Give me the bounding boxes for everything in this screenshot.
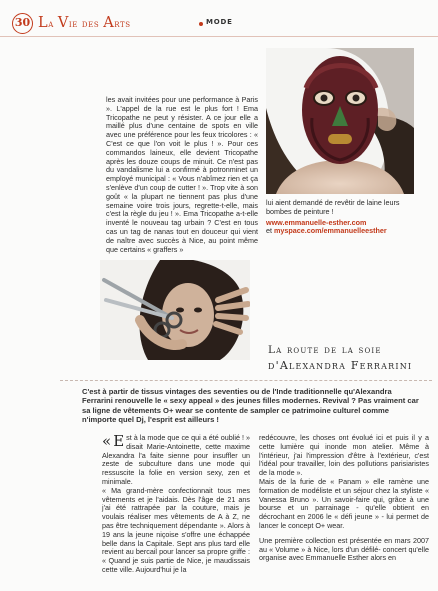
left-body-column	[102, 434, 250, 575]
myspace-link[interactable]: myspace.com/emmanuelleesther	[274, 226, 387, 236]
left-paragraph-2: « Ma grand-mère confectionnait tous mes vêtements et je l'aidais. Dès l'âge de 21 ans j'ai été rattrapée par la couture, mais je voulais réaliser mes vêtements de A à Z, ne pas être techniquement dépendante ». Alors à 19 ans la jeune niçoise s'offre une échappée belle dans la Capitale. Sept ans plus tard elle revient au bercail pour lancer sa propre griffe : « Quand je suis partie de Nice, je maudissais cette ville. Aujourd'hui je la	[102, 485, 250, 574]
article-heading-line-1: La route de la soie	[268, 344, 382, 356]
top-paragraph: les avait invitées pour une performance à Paris ». L'appel de la rue est le plus fort ! Ema Tricopathe ne peut y résister. A ce jour elle a maillé plus d'une centaine de spots en ville avec une préférence pour les feux tricolores : « C'est ce que l'on voit le plus ! ». Pour ces commandos laineux, elle devient Tricopathe après les douze coups de minuit. Ce n'est pas du vandalisme lui a confirmé à potronminet un employé municipal : « Vous n'abîmez rien et ça s'enlève d'un coup de cutter ! ». Trop vite à son goût « la plupart ne tiennent pas plus d'une semaine voire trois jours, regrette-t-elle, mais c'est la règle du jeu ! ». Ema Tricopathe a-t-elle inventé le nouveau tag urbain ? C'est en tous cas un tag de nanas tout en douceur qui vient de naître avec succès à Nice, au point même que certains « graffers »	[106, 95, 258, 254]
section-divider	[60, 380, 432, 381]
open-quote-mark: «	[102, 432, 112, 450]
photo-caption	[266, 199, 416, 236]
article-heading	[268, 344, 412, 372]
title-separator-dot	[199, 22, 203, 26]
left-paragraph-1-text: st à la mode que ce qui a été oublié ! » disait Marie-Antoinette, cette maxime Alexandra l'a faite sienne pour insuffler un zeste de subculture dans une mode qui ressuscite la folie en version sexy, zen et minimale.	[102, 433, 250, 486]
drop-cap: E	[113, 432, 125, 450]
knitted-mask-photo	[266, 48, 414, 194]
link-joiner: et	[266, 226, 272, 236]
website-link[interactable]: www.emmanuelle-esther.com	[266, 217, 367, 227]
scissors-portrait-photo	[100, 260, 250, 360]
magazine-title-cap-a: A	[103, 15, 115, 31]
right-paragraph-1: redécouvre, les choses ont évolué ici et puis il y a cette lumière qui inonde mon atelier. Même à l'intérieur, j'ai l'impression d'être à l'extérieur, c'est l'idéal pour travailler, loin des pollutions parisiaristes de la mode ».	[259, 433, 429, 478]
magazine-title-part-3: rts	[114, 18, 131, 30]
magazine-title-part-2: ie des	[68, 18, 104, 30]
magazine-title-cap-l: L	[38, 15, 49, 31]
top-text-column	[106, 96, 258, 254]
article-lead: C'est à partir de tissus vintages des seventies ou de l'Inde traditionnelle qu'Alexandra Ferrarini renouvelle le « sexy appeal » des jeunes filles modernes. Revival ? Pas vraiment car sa ligne de vêtements O+ wear se contente de sampler ce patrimoine culturel comme n'importe quel Dj, l'esprit est ailleurs !	[82, 387, 419, 425]
right-body-column	[259, 434, 429, 563]
right-paragraph-2: Mais de la furie de « Panam » elle ramène une formation de modéliste et un séjour chez la styliste « Vanessa Bruno ». Un savoir-faire qui, grâce à une bourse et un parrainage - qu'elle obtient en décrochant en 2006 le « défi jeune » - lui permet de lancer le concept O+ wear.	[259, 476, 429, 530]
knitted-mask-illustration	[266, 48, 414, 194]
section-label: MODE	[206, 18, 233, 26]
left-paragraph-1	[102, 434, 250, 487]
magazine-title-cap-v: V	[57, 15, 69, 31]
page-number: 30	[12, 13, 33, 34]
magazine-title-part-1: a	[48, 18, 58, 30]
photo-caption-text: lui aient demandé de revêtir de laine leurs bombes de peinture !	[266, 198, 400, 216]
article-heading-line-2: d'Alexandra Ferrarini	[268, 359, 413, 372]
magazine-title	[38, 15, 131, 31]
right-paragraph-3: Une première collection est présentée en mars 2007 au « Volume » à Nice, lors d'un défilé- concert qu'elle organise avec Emmanuelle Esther alors en	[259, 535, 429, 563]
scissors-portrait-illustration	[100, 260, 250, 360]
header-rule	[0, 36, 438, 37]
